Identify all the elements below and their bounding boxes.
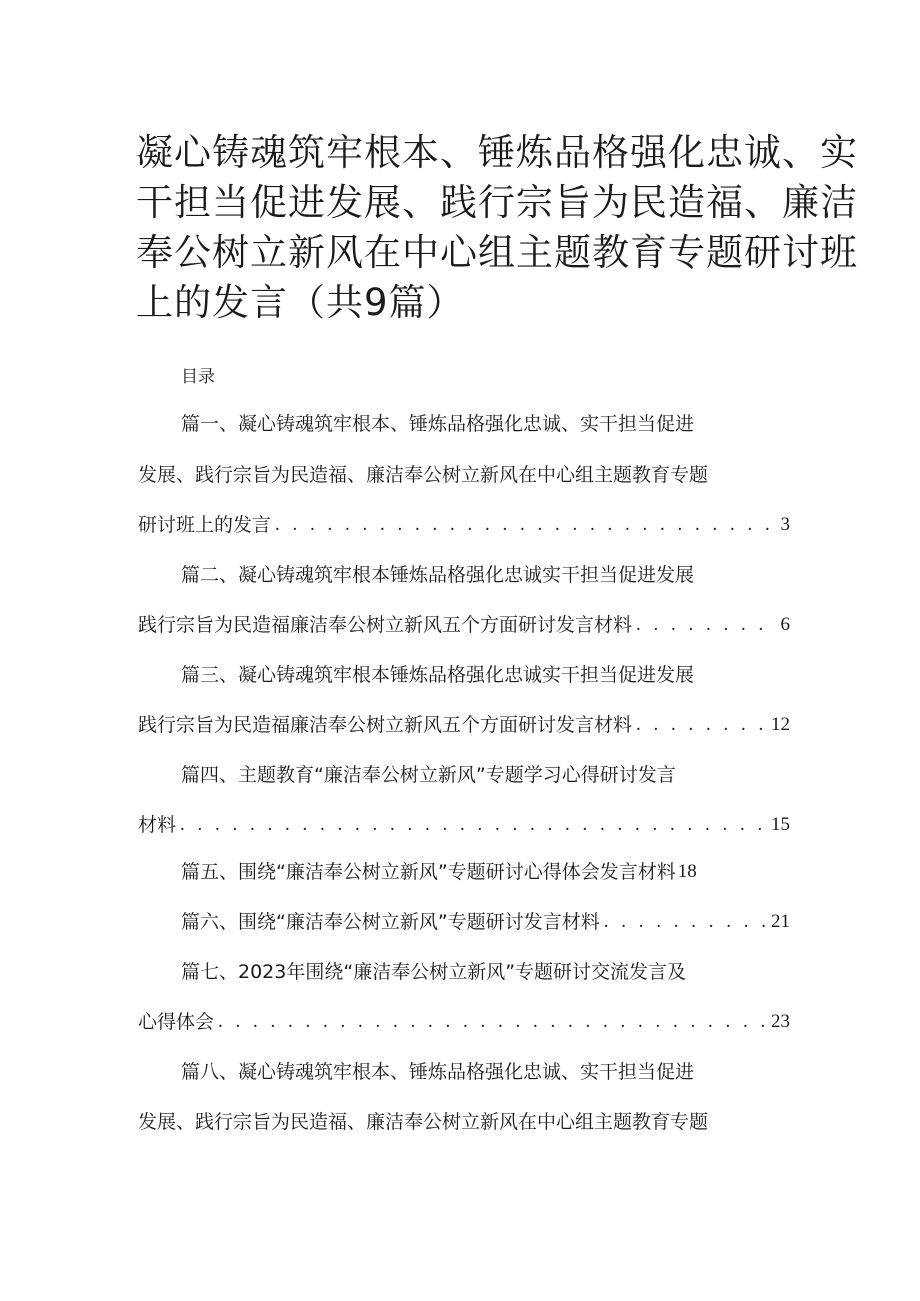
toc-entry-8[interactable] (181, 1058, 790, 1086)
toc-leader-dots (275, 511, 776, 539)
toc-entry-text: 心得体会 (138, 1011, 215, 1033)
toc-entry-1-last[interactable] (138, 511, 790, 539)
toc-page-number: 12 (771, 714, 790, 735)
toc-entry-4-last[interactable] (138, 811, 790, 839)
title-line: 凝心铸魂筑牢根本、锤炼品格强化忠诚、实 (136, 131, 858, 174)
toc-leader-dots (218, 1008, 767, 1036)
toc-entry-text: 发展、践行宗旨为民造福、廉洁奉公树立新风在中心组主题教育专题 (138, 464, 709, 486)
toc-entry-text: 践行宗旨为民造福廉洁奉公树立新风五个方面研讨发言材料 (138, 714, 633, 736)
toc-page-number: 21 (771, 911, 790, 932)
toc-leader-dots (604, 908, 767, 936)
toc-page-number: 6 (780, 614, 790, 635)
toc-entry-text: 篇四、主题教育“廉洁奉公树立新风”专题学习心得研讨发言 (181, 764, 676, 786)
toc-entry-text: 篇三、凝心铸魂筑牢根本锤炼品格强化忠诚实干担当促进发展 (181, 664, 695, 686)
toc-page-number: 18 (677, 861, 697, 882)
toc-page-number: 15 (771, 814, 790, 835)
toc-entry-4[interactable] (181, 761, 790, 789)
toc-page-number: 23 (771, 1011, 790, 1032)
toc-entry-6[interactable] (181, 908, 790, 936)
toc-entry-1[interactable] (181, 410, 790, 438)
toc-entry-8-cont[interactable] (138, 1108, 790, 1136)
toc-entry-text: 践行宗旨为民造福廉洁奉公树立新风五个方面研讨发言材料 (138, 614, 633, 636)
toc-entry-text: 发展、践行宗旨为民造福、廉洁奉公树立新风在中心组主题教育专题 (138, 1111, 709, 1133)
title-line: 奉公树立新风在中心组主题教育专题研讨班 (136, 231, 858, 274)
toc-heading: 目录 (181, 367, 215, 387)
toc-entry-text: 研讨班上的发言 (138, 514, 272, 536)
toc-entry-text: 篇五、围绕“廉洁奉公树立新风”专题研讨心得体会发言材料 (181, 861, 676, 883)
toc-page-number: 3 (780, 514, 790, 535)
toc-entry-7[interactable] (181, 958, 790, 986)
toc-entry-text: 篇八、凝心铸魂筑牢根本、锤炼品格强化忠诚、实干担当促进 (181, 1061, 695, 1083)
toc-entry-3-last[interactable] (138, 711, 790, 739)
toc-entry-2[interactable] (181, 561, 790, 589)
toc-entry-text: 篇六、围绕“廉洁奉公树立新风”专题研讨发言材料 (181, 911, 600, 933)
toc-entry-1-cont[interactable] (138, 461, 790, 489)
toc-entry-7-last[interactable] (138, 1008, 790, 1036)
toc-entry-text: 篇二、凝心铸魂筑牢根本锤炼品格强化忠诚实干担当促进发展 (181, 564, 695, 586)
toc-entry-text: 材料 (138, 814, 177, 836)
toc-leader-dots (636, 611, 776, 639)
toc-entry-5[interactable] (181, 858, 790, 886)
title-line: 上的发言（共9篇） (136, 281, 465, 324)
toc-entry-text: 篇一、凝心铸魂筑牢根本、锤炼品格强化忠诚、实干担当促进 (181, 413, 695, 435)
toc-leader-dots (180, 811, 767, 839)
toc-entry-2-last[interactable] (138, 611, 790, 639)
title-line: 干担当促进发展、践行宗旨为民造福、廉洁 (136, 181, 858, 224)
toc-entry-text: 篇七、2023年围绕“廉洁奉公树立新风”专题研讨交流发言及 (181, 961, 687, 983)
toc-leader-dots (636, 711, 767, 739)
document-title (136, 128, 858, 328)
toc-entry-3[interactable] (181, 661, 790, 689)
